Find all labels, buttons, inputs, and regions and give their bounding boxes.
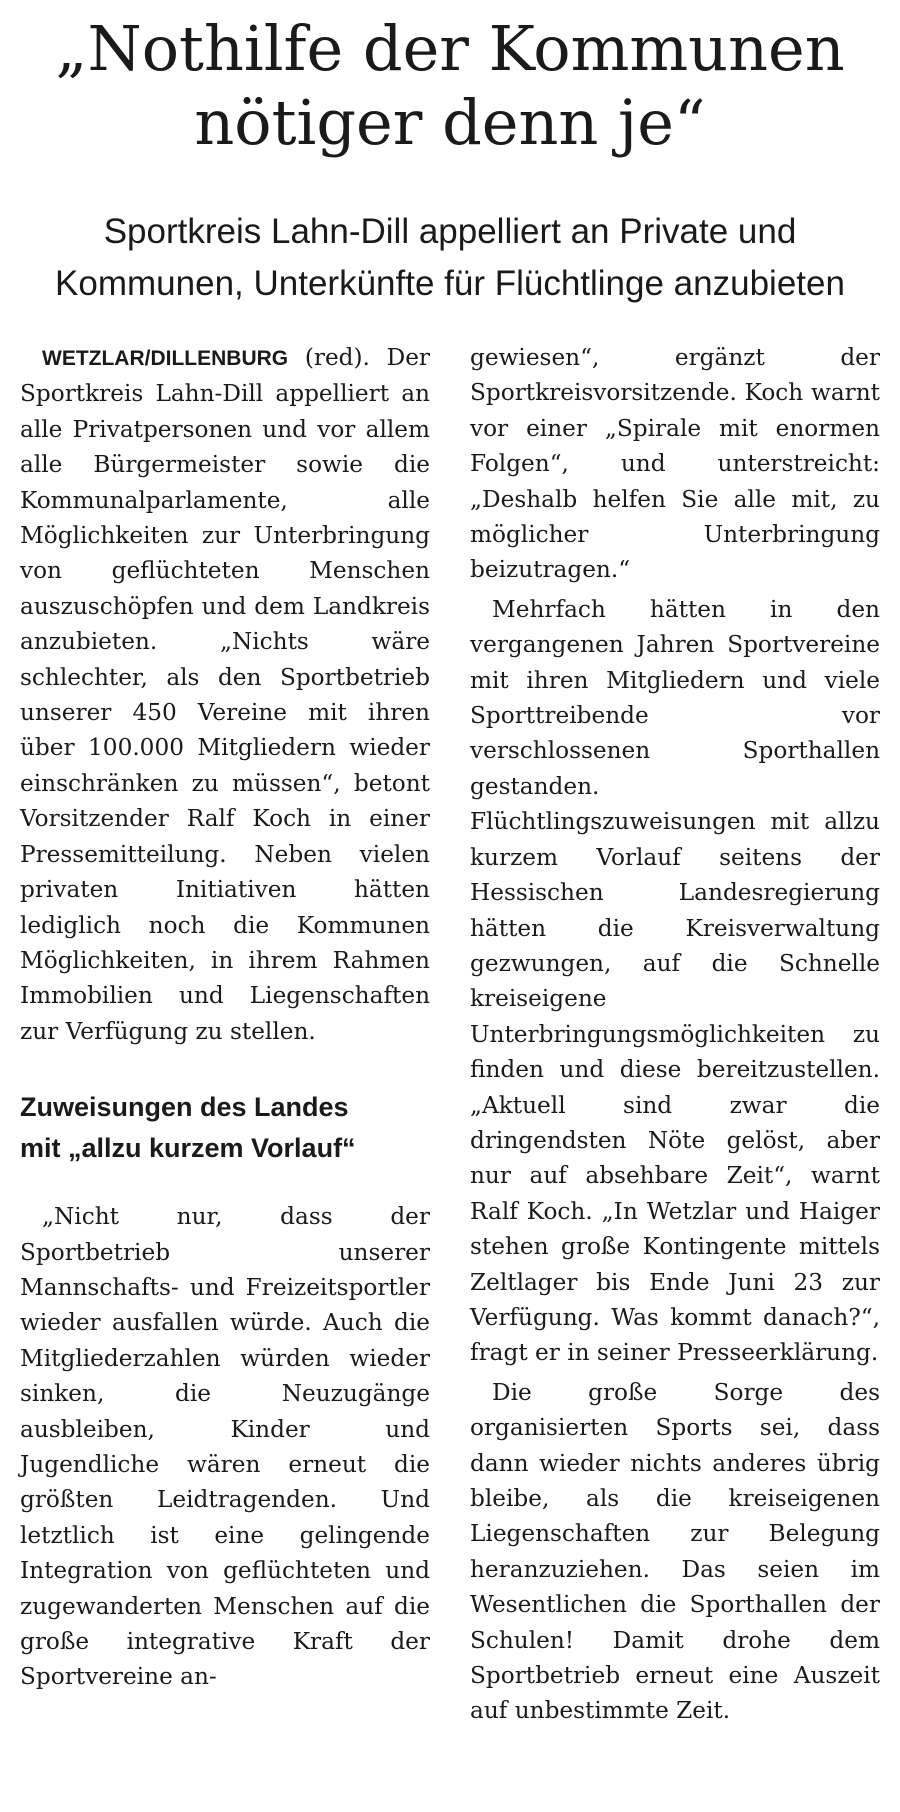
paragraph-3: Mehrfach hätten in den vergangenen Jahren Sportvereine mit ihren Mitgliedern und viele Sporttreibende vor verschlossenen Sporthallen gestanden. Flüchtlingszuweisungen mit allzu kurzem Vorlauf seitens der Hessischen Landesregierung hätten die Kreisverwaltung gezwungen, auf die Schnelle kreiseigene Unterbringungsmöglichkeiten zu finden und diese bereitzustellen. „Aktuell sind zwar die dringendsten Nöte gelöst, aber nur auf absehbare Zeit“, warnt Ralf Koch. „In Wetzlar und Haiger stehen große Kontingente mittels Zeltlager bis Ende Juni 23 zur Verfügung. Was kommt danach?“, fragt er in seiner Presseerklärung. [470,595,880,1367]
paragraph-2-part-2: gewiesen“, ergänzt der Sportkreisvorsitzende. Koch warnt vor einer „Spirale mit enormen Folgen“, und unterstreicht: „Deshalb helfen Sie alle mit, zu möglicher Unterbringung beizutragen.“ [470,344,880,584]
headline-line-2: nötiger denn je“ [194,86,706,159]
subheadline [0,206,900,310]
section-heading [20,1087,430,1169]
article-column-1 [20,340,430,1695]
lead-paragraph [20,340,430,1049]
dateline: WETZLAR/DILLENBURG [42,347,289,370]
article-column-2 [470,340,880,1729]
paragraph-2-part-1: „Nicht nur, dass der Sportbetrieb unserer Mannschafts- und Freizeitsportler wieder ausfallen würde. Auch die Mitgliederzahlen würden wieder sinken, die Neuzugänge ausbleiben, Kinder und Jugendliche wären erneut die größten Leidtragenden. Und letztlich ist eine gelingende Integration von geflüchteten und zugewanderten Menschen auf die große integrative Kraft der Sportvereine an- [20,1203,430,1691]
subheadline-line-2: Kommunen, Unterkünfte für Flüchtlinge anzubieten [55,264,845,303]
headline [0,12,900,160]
paragraph-1: Der Sportkreis Lahn-Dill appelliert an alle Privatpersonen und vor allem alle Bürgermeister sowie die Kommunalparlamente, alle Möglichkeiten zur Unterbringung von geflüchteten Menschen auszuschöpfen und dem Landkreis anzubieten. „Nichts wäre schlechter, als den Sportbetrieb unserer 450 Vereine mit ihren über 100.000 Mitgliedern wieder einschränken zu müssen“, betont Vorsitzender Ralf Koch in einer Pressemitteilung. Neben vielen privaten Initiativen hätten lediglich noch die Kommunen Möglichkeiten, in ihrem Rahmen Immobilien und Liegenschaften zur Verfügung zu stellen. [20,344,431,1045]
byline: (red). [304,344,370,371]
section-heading-line-1: Zuweisungen des Landes [20,1092,349,1123]
section-heading-line-2: mit „allzu kurzem Vorlauf“ [20,1133,356,1164]
headline-line-1: „Nothilfe der Kommunen [55,12,845,85]
subheadline-line-1: Sportkreis Lahn-Dill appelliert an Private und [103,212,797,251]
paragraph-4: Die große Sorge des organisierten Sports sei, dass dann wieder nichts anderes übrig bleibe, als die kreiseigenen Liegenschaften zur Belegung heranzuziehen. Das seien im Wesentlichen die Sporthallen der Schulen! Damit drohe dem Sportbetrieb erneut eine Auszeit auf unbestimmte Zeit. [470,1378,880,1725]
